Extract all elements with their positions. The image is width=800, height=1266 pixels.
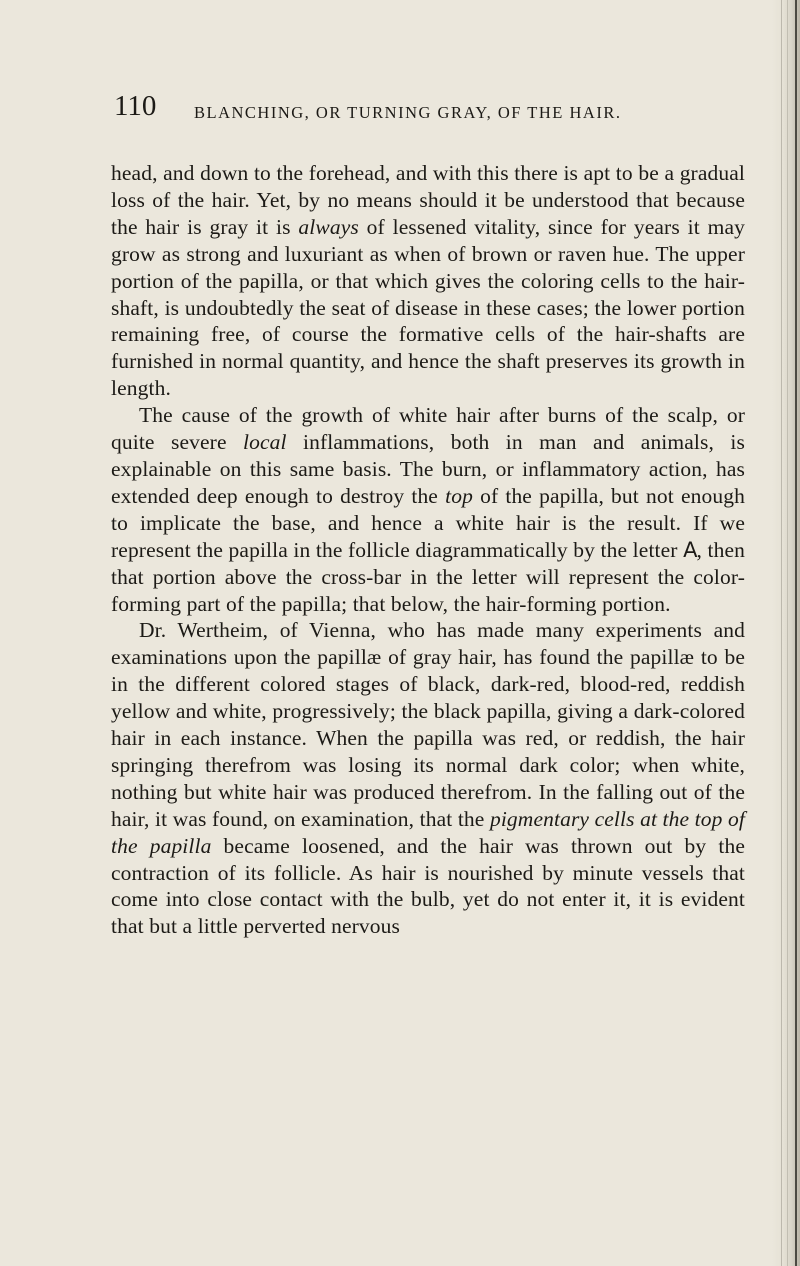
diagram-letter-a: A — [683, 537, 697, 562]
emphasis-top: top — [445, 483, 473, 508]
page-edge-shadow — [772, 0, 800, 1266]
paragraph-2-text: inflammations, both in man and animals, is explainable on this same basis. The burn, or inflammatory action, has extended deep enough to destroy the — [111, 430, 745, 508]
paragraph-1 — [111, 160, 745, 402]
page-header — [114, 90, 634, 132]
paragraph-2-text: The cause of the growth of white hair after burns of the scalp, or quite severe — [111, 403, 745, 455]
paragraph-3 — [111, 617, 745, 940]
running-title: BLANCHING, OR TURNING GRAY, OF THE HAIR. — [194, 103, 622, 122]
emphasis-always: always — [298, 214, 359, 239]
paragraph-2-text: , then that portion above the cross-bar in the letter will represent the color-forming part of the papilla; that below, the hair-forming portion. — [111, 537, 745, 616]
emphasis-pigmentary-cells: pigmentary cells at the top of the papilla — [111, 806, 745, 858]
page-edge-line — [787, 0, 788, 1266]
body-text — [111, 160, 745, 940]
paragraph-1-text: of lessened vitality, since for years it may grow as strong and luxuriant as when of brown or raven hue. The upper portion of the papilla, or that which gives the coloring cells to the hair-shaft, is undoubtedly the seat of disease in these cases; the lower portion remaining free, of course the formative cells of the hair-shafts are furnished in normal quantity, and hence the shaft preserves its growth in length. — [111, 214, 745, 401]
page-edge-line — [795, 0, 797, 1266]
paragraph-3-text: Dr. Wertheim, of Vienna, who has made many experiments and examinations upon the papillæ of gray hair, has found the papillæ to be in the different colored stages of black, dark-red, blood-red, reddish yellow and white, progressively; the black papilla, giving a dark-colored hair in each instance. When the papilla was red, or reddish, the hair springing therefrom was losing its normal dark color; when white, nothing but white hair was produced therefrom. In the falling out of the hair, it was found, on examination, that the — [111, 618, 745, 831]
page-number: 110 — [114, 90, 157, 122]
paragraph-1-text: head, and down to the forehead, and with this there is apt to be a gradual loss of the hair. Yet, by no means should it be understood that because the hair is gray it is — [111, 161, 745, 239]
paragraph-2-text: of the papilla, but not enough to implicate the base, and hence a white hair is the result. If we represent the papilla in the follicle diagrammatically by the letter — [111, 483, 745, 562]
page-edge-line — [781, 0, 782, 1266]
paragraph-3-text: became loosened, and the hair was thrown out by the contraction of its follicle. As hair is nourished by minute vessels that come into close contact with the bulb, yet do not enter it, it is evident that but a little perverted nervous — [111, 833, 745, 939]
emphasis-local: local — [243, 430, 287, 455]
paragraph-2 — [111, 402, 745, 617]
